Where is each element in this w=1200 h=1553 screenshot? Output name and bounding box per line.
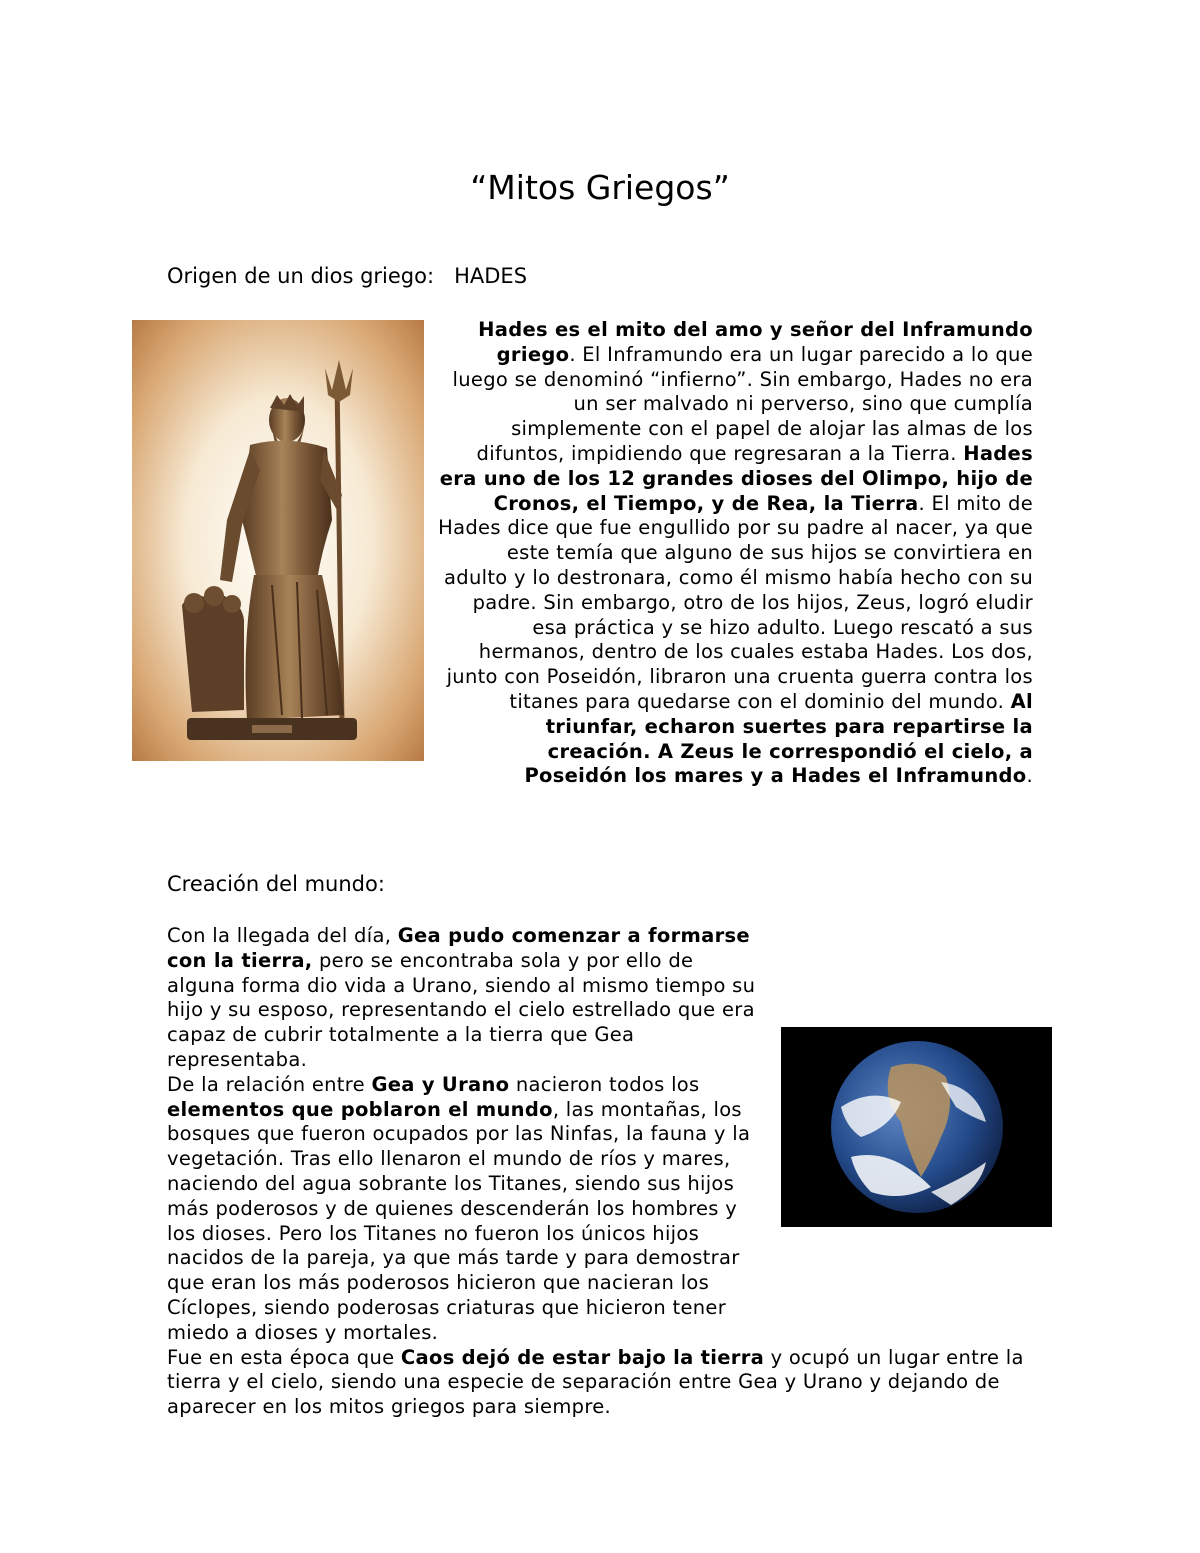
creation-p1-bold: Gea pudo comenzar a formarse con la tierra,: [167, 924, 750, 972]
creation-p2-bold-2: elementos que poblaron el mundo: [167, 1097, 553, 1121]
hades-origin-bold: Hades era uno de los 12 grandes dioses del Olimpo, hijo de Cronos, el Tiempo, y de Rea, la Tierra: [439, 441, 1033, 515]
image-wrap-spacer: [170, 318, 438, 770]
hades-paragraph-2: El Inframundo era un lugar parecido a lo que luego se denominó “infierno”. Sin embargo, Hades no era un ser malvado ni perverso, sino que cumplía simplemente con el papel de alojar las almas de los difuntos, impidiendo que regresaran a la Tierra.: [452, 342, 1033, 465]
hades-text-block: [170, 318, 1033, 789]
creation-p3-bold: Caos dejó de estar bajo la tierra: [400, 1345, 765, 1369]
creation-p2-e: , las montañas, los bosques que fueron ocupados por las Ninfas, la fauna y la vegetación. Tras ello llenaron el mundo de ríos y mares, naciendo del agua sobrante los Titanes, siendo sus hijos más poderosos y de quienes descenderán los hombres y los dioses. Pero los Titanes no fueron los únicos hijos nacidos de la pareja, ya que más tarde y para demostrar que eran los más poderosos hicieron que nacieran los Cíclopes, siendo poderosas criaturas que hicieron tener miedo a dioses y mortales.: [167, 1097, 751, 1344]
document-title: “Mitos Griegos”: [470, 168, 730, 207]
section-heading-creation: Creación del mundo:: [167, 872, 385, 896]
creation-p1-a: Con la llegada del día,: [167, 924, 398, 947]
creation-p2-a: De la relación entre: [167, 1072, 372, 1096]
hades-paragraph-4: Sin embargo, otro de los hijos, Zeus, logró eludir esa práctica y se hizo adulto. Luego rescató a sus hermanos, dentro de los cuales estaba Hades.: [478, 590, 1033, 664]
heading-text: Origen de un dios griego:: [167, 264, 435, 288]
hades-intro-end: .: [569, 342, 576, 366]
hades-intro-bold: Hades es el mito del amo y señor del Inframundo griego: [478, 318, 1033, 366]
creation-p2-bold-1: Gea y Urano: [371, 1072, 510, 1096]
image-wrap-spacer: [764, 1026, 1032, 1306]
creation-p3-c: y ocupó un lugar entre la tierra y el cielo, siendo una especie de separación entre Gea y Urano y dejando de aparecer en los mitos griegos para siempre.: [167, 1345, 1024, 1419]
hades-paragraph-3: . El mito de Hades dice que fue engullido por su padre al nacer, ya que este temía que alguno de sus hijos se convirtiera en adulto y lo destronara, como él mismo había hecho con su padre.: [438, 491, 1033, 614]
heading-name: HADES: [454, 264, 528, 288]
hades-division-bold: Al triunfar, echaron suertes para repartirse la creación. A Zeus le correspondió el cielo, a Poseidón los mares y a Hades el Inframundo: [524, 689, 1033, 788]
hades-paragraph-5: Los dos, junto con Poseidón, libraron una cruenta guerra contra los titanes para quedarse con el dominio del mundo.: [446, 640, 1033, 713]
creation-p1-c: pero se encontraba sola y por ello de alguna forma dio vida a Urano, siendo al mismo tiempo su hijo y su esposo, representando el cielo estrellado que era capaz de cubrir totalmente a la tierra que Gea representaba.: [167, 948, 756, 1071]
creation-p3-a: Fue en esta época que: [167, 1345, 401, 1369]
creation-p2-c: nacieron todos los: [509, 1072, 700, 1096]
section-heading-hades: [167, 262, 527, 290]
hades-paragraph-5-end: .: [1026, 764, 1033, 788]
creation-text-block: [167, 924, 1032, 1420]
